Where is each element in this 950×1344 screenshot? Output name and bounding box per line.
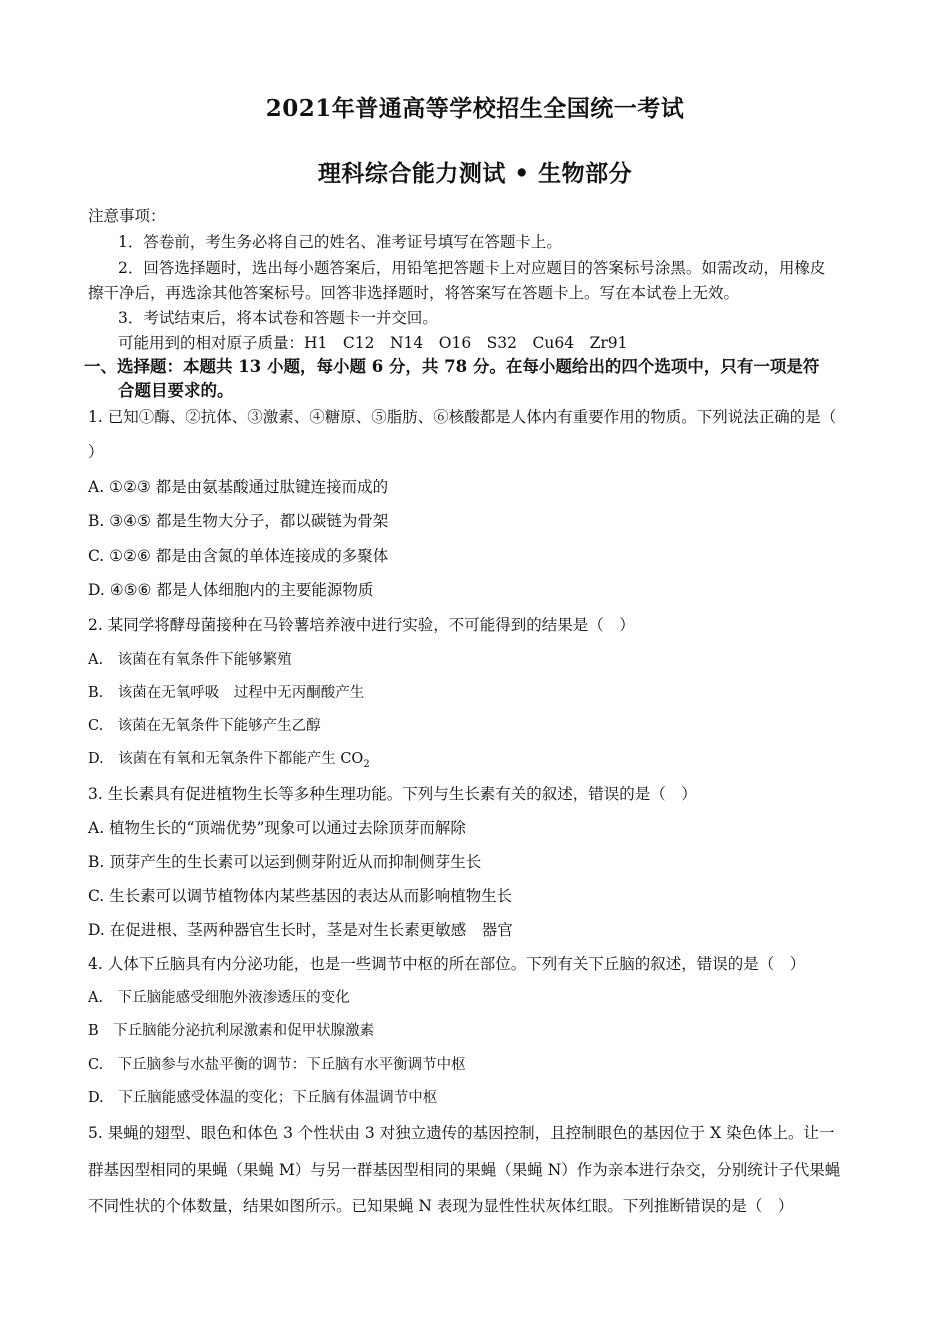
q1-option-d: D. ④⑤⑥ 都是人体细胞内的主要能源物质 — [88, 581, 374, 599]
note-1: 1．答卷前，考生务必将自己的姓名、准考证号填写在答题卡上。 — [118, 233, 562, 251]
q5-stem-line-1: 5. 果蝇的翅型、眼色和体色 3 个性状由 3 对独立遗传的基因控制，且控制眼色的基因位于 X 染色体上。让一 — [88, 1124, 835, 1142]
q3-option-b: B. 顶芽产生的生长素可以运到侧芽附近从而抑制侧芽生长 — [88, 853, 482, 871]
q1-option-c: C. ①②⑥ 都是由含氮的单体连接成的多聚体 — [88, 547, 389, 565]
atomic-masses: 可能用到的相对原子质量：H1 C12 N14 O16 S32 Cu64 Zr91 — [118, 334, 628, 352]
section-heading-line-2: 合题目要求的。 — [118, 381, 234, 400]
q5-stem-line-3: 不同性状的个体数量，结果如图所示。已知果蝇 N 表现为显性性状灰体红眼。下列推断错误的是（ ） — [88, 1197, 794, 1215]
note-2-line-2: 擦干净后，再选涂其他答案标号。回答非选择题时，将答案写在答题卡上。写在本试卷上无效。 — [88, 284, 740, 302]
q1-option-a: A. ①②③ 都是由氨基酸通过肽键连接而成的 — [88, 478, 389, 496]
q3-option-a: A. 植物生长的“顶端优势”现象可以通过去除顶芽而解除 — [88, 819, 466, 837]
q4-option-c: C. 下丘脑参与水盐平衡的调节：下丘脑有水平衡调节中枢 — [88, 1057, 466, 1073]
q3-option-c: C. 生长素可以调节植物体内某些基因的表达从而影响植物生长 — [88, 887, 513, 905]
q2-option-d — [88, 749, 868, 775]
q4-option-a: A. 下丘脑能感受细胞外液渗透压的变化 — [88, 990, 350, 1006]
q1-option-b: B. ③④⑤ 都是生物大分子，都以碳链为骨架 — [88, 512, 389, 530]
exam-subtitle: 理科综合能力测试 • 生物部分 — [317, 160, 633, 187]
q5-stem-line-2: 群基因型相同的果蝇（果蝇 M）与另一群基因型相同的果蝇（果蝇 N）作为亲本进行杂交，分别统计子代果蝇 — [88, 1161, 841, 1179]
note-2-line-1: 2．回答选择题时，选出每小题答案后，用铅笔把答题卡上对应题目的答案标号涂黑。如需改动，用橡皮 — [118, 259, 826, 277]
q2-option-d-text: D. 该菌在有氧和无氧条件下都能产生 CO — [88, 751, 364, 767]
q3-stem: 3. 生长素具有促进植物生长等多种生理功能。下列与生长素有关的叙述，错误的是（ ） — [88, 785, 697, 803]
q1-stem-line-1: 1. 已知①酶、②抗体、③激素、④糖原、⑤脂肪、⑥核酸都是人体内有重要作用的物质。下列说法正确的是（ — [88, 408, 837, 426]
exam-title: 2021年普通高等学校招生全国统一考试 — [265, 95, 685, 122]
q4-stem: 4. 人体下丘脑具有内分泌功能，也是一些调节中枢的所在部位。下列有关下丘脑的叙述，错误的是（ ） — [88, 955, 806, 973]
q3-option-d: D. 在促进根、茎两种器官生长时，茎是对生长素更敏感 器官 — [88, 921, 513, 939]
q2-stem: 2. 某同学将酵母菌接种在马铃薯培养液中进行实验，不可能得到的结果是（ ） — [88, 616, 635, 634]
q2-option-c: C. 该菌在无氧条件下能够产生乙醇 — [88, 718, 321, 734]
q2-option-d-subscript: 2 — [363, 758, 370, 770]
notes-heading: 注意事项： — [88, 207, 166, 225]
section-heading-line-1: 一、选择题：本题共 13 小题，每小题 6 分，共 78 分。在每小题给出的四个选项中，只有一项是符 — [84, 357, 820, 376]
q4-option-b: B 下丘脑能分泌抗利尿激素和促甲状腺激素 — [88, 1023, 375, 1039]
q4-option-d: D. 下丘脑能感受体温的变化；下丘脑有体温调节中枢 — [88, 1090, 438, 1106]
q2-option-b: B. 该菌在无氧呼吸 过程中无丙酮酸产生 — [88, 685, 365, 701]
q2-option-a: A. 该菌在有氧条件下能够繁殖 — [88, 652, 292, 668]
note-3: 3．考试结束后，将本试卷和答题卡一并交回。 — [118, 309, 438, 327]
q1-stem-line-2: ） — [88, 443, 104, 461]
